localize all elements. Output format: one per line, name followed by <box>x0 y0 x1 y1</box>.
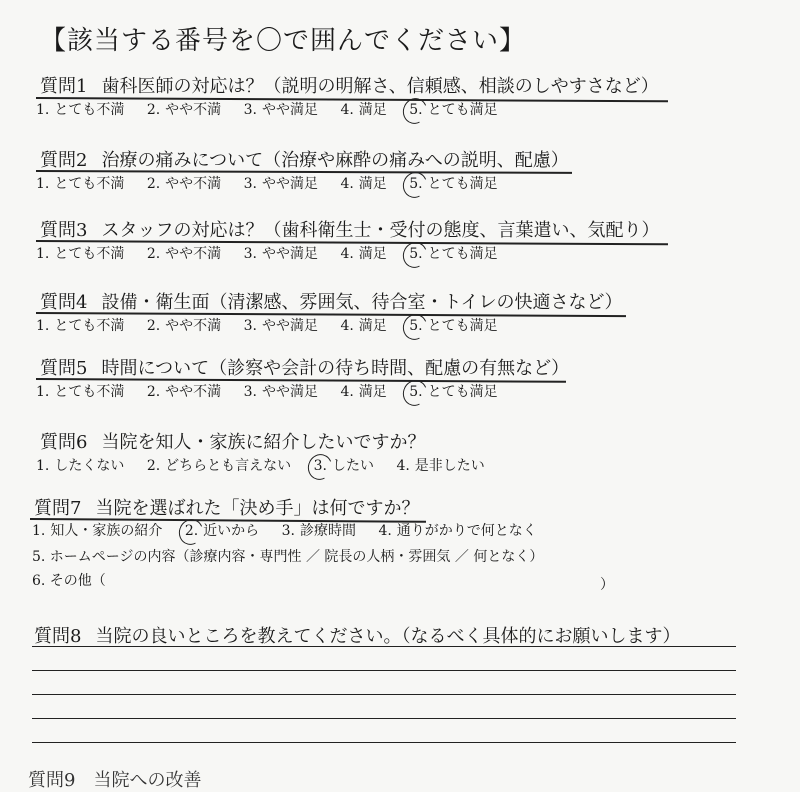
question-number: 質問6 <box>40 432 88 453</box>
question-number: 質問3 <box>40 220 88 241</box>
hand-drawn-circle <box>400 377 431 410</box>
option-3[interactable]: 3. やや満足 <box>243 176 318 192</box>
question-text: 設備・衛生面（清潔感、雰囲気、待合室・トイレの快適さなど） <box>101 292 623 313</box>
next-question-partial: 質問9 当院への改善 <box>28 770 202 791</box>
hand-drawn-circle <box>400 239 431 272</box>
option-3[interactable]: 3. やや満足 <box>243 384 318 400</box>
option-3[interactable]: 3. 診療時間 <box>281 523 356 539</box>
option-1[interactable]: 1. とても不満 <box>36 102 125 118</box>
option-1[interactable]: 1. とても不満 <box>36 384 125 400</box>
option-5[interactable]: 5. とても満足 <box>409 99 497 119</box>
option-5[interactable]: 5. とても満足 <box>409 243 497 263</box>
answer-options <box>36 455 503 475</box>
writing-line-4[interactable] <box>32 718 736 719</box>
option-4[interactable]: 4. 満足 <box>340 318 387 334</box>
question-text: 治療の痛みについて（治療や麻酔の痛みへの説明、配慮） <box>101 150 569 171</box>
option-4[interactable]: 4. 満足 <box>340 246 387 262</box>
question-number: 質問2 <box>40 150 88 171</box>
question-text: 当院を知人・家族に紹介したいですか？ <box>101 432 426 453</box>
option-1[interactable]: 1. 知人・家族の紹介 <box>32 523 163 539</box>
option-5-row[interactable]: 5. ホームページの内容（診療内容・専門性 ／ 院長の人柄・雰囲気 ／ 何となく） <box>32 549 544 565</box>
answer-options <box>36 173 516 193</box>
option-2[interactable]: 2. やや不満 <box>146 384 222 400</box>
writing-line-5[interactable] <box>32 742 736 743</box>
question-text: スタッフの対応は？（歯科衛生士・受付の態度、言葉遣い、気配り） <box>101 220 660 241</box>
option-2[interactable]: 2. やや不満 <box>146 246 222 262</box>
question-text: 当院の良いところを教えてください。（なるべく具体的にお願いします） <box>95 626 681 647</box>
writing-line-2[interactable] <box>32 670 736 671</box>
writing-line-3[interactable] <box>32 694 736 695</box>
option-2[interactable]: 2. やや不満 <box>146 102 222 118</box>
option-2[interactable]: 2. やや不満 <box>146 318 222 334</box>
option-3[interactable]: 3. したい <box>314 455 374 475</box>
option-5[interactable]: 5. とても満足 <box>409 381 497 401</box>
option-4[interactable]: 4. 是非したい <box>396 458 485 474</box>
answer-options <box>32 520 555 540</box>
question-number: 質問8 <box>34 626 82 647</box>
question-number: 質問7 <box>34 498 82 519</box>
answer-options <box>36 381 516 401</box>
page-title: 【該当する番号を〇で囲んでください】 <box>40 26 527 56</box>
option-2[interactable]: 2. どちらとも言えない <box>146 458 292 474</box>
hand-drawn-circle <box>400 95 431 128</box>
option-4[interactable]: 4. 満足 <box>340 176 387 192</box>
option-5[interactable]: 5. とても満足 <box>409 173 497 193</box>
option-6-row[interactable]: 6. その他（ <box>32 573 106 589</box>
hand-drawn-circle <box>400 311 431 344</box>
option-4[interactable]: 4. 通りがかりで何となく <box>378 523 537 539</box>
option-4[interactable]: 4. 満足 <box>340 102 387 118</box>
question-text: 当院を選ばれた「決め手」は何ですか？ <box>95 498 420 519</box>
writing-line-1[interactable] <box>32 646 736 647</box>
hand-drawn-circle <box>175 516 206 549</box>
hand-drawn-circle <box>400 169 431 202</box>
option-5[interactable]: 5. とても満足 <box>409 315 497 335</box>
option-1[interactable]: 1. とても不満 <box>36 176 125 192</box>
option-1[interactable]: 1. したくない <box>36 458 125 474</box>
option-1[interactable]: 1. とても不満 <box>36 318 125 334</box>
answer-options <box>36 99 516 119</box>
option-1[interactable]: 1. とても不満 <box>36 246 125 262</box>
option-2[interactable]: 2. 近いから <box>185 520 259 540</box>
option-3[interactable]: 3. やや満足 <box>243 102 318 118</box>
option-4[interactable]: 4. 満足 <box>340 384 387 400</box>
closing-paren: ） <box>600 577 614 593</box>
question-number: 質問4 <box>40 292 88 313</box>
option-3[interactable]: 3. やや満足 <box>243 318 318 334</box>
question-number: 質問1 <box>40 76 88 97</box>
question-text: 時間について（診察や会計の待ち時間、配慮の有無など） <box>101 358 570 379</box>
answer-options <box>36 243 516 263</box>
option-3[interactable]: 3. やや満足 <box>243 246 318 262</box>
option-2[interactable]: 2. やや不満 <box>146 176 222 192</box>
question-number: 質問5 <box>40 358 88 379</box>
answer-options <box>36 315 516 335</box>
hand-drawn-circle <box>304 451 335 484</box>
question-text: 歯科医師の対応は？（説明の明解さ、信頼感、相談のしやすさなど） <box>101 76 659 97</box>
